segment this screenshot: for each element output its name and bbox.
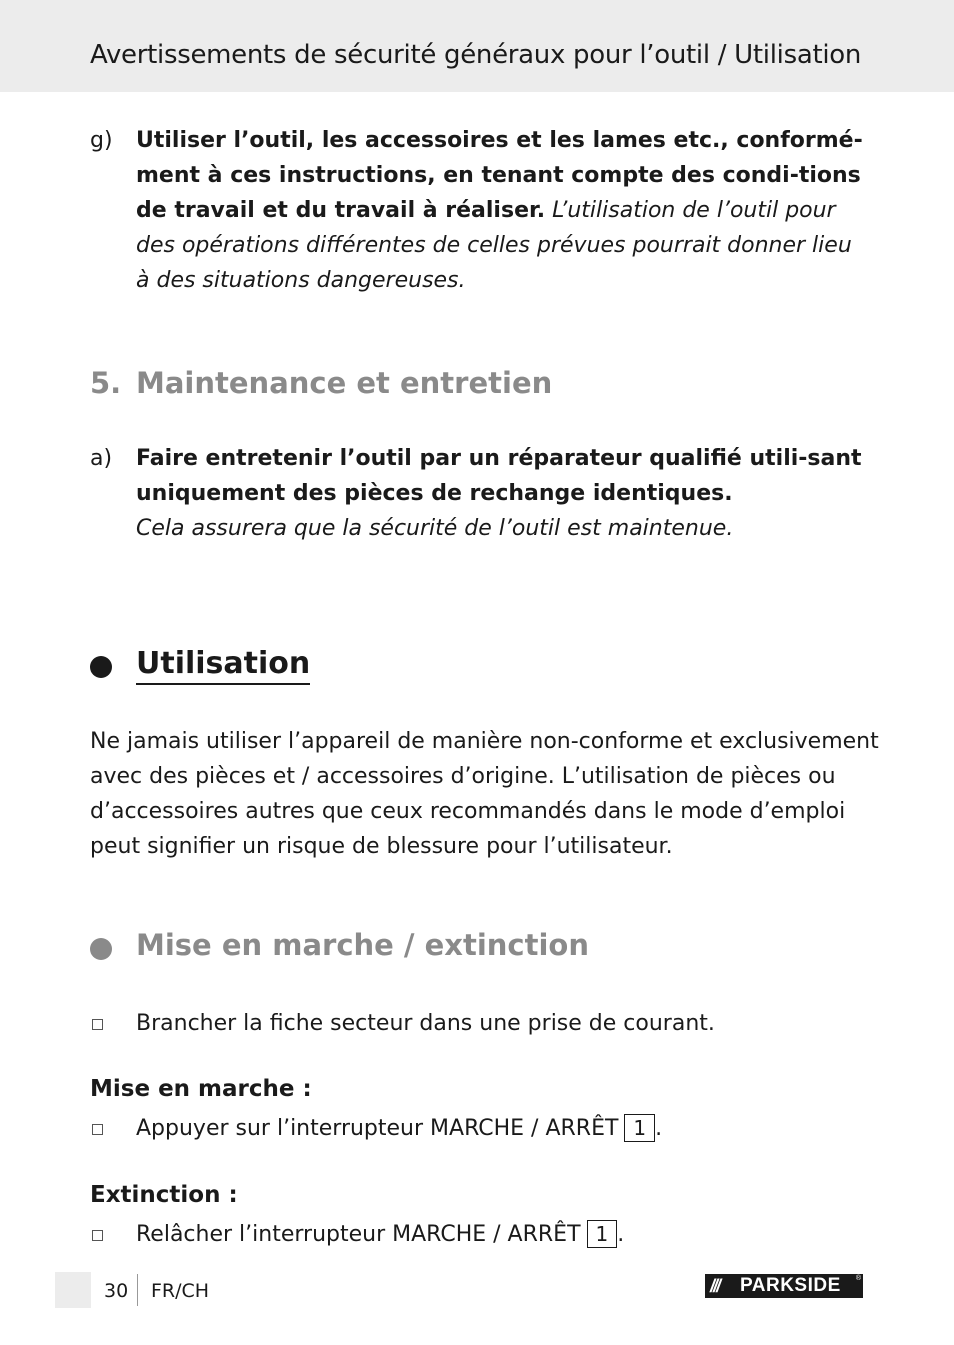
item-italic-text: L’utilisation de l’outil pour des opérations différentes de celles prévues pourrait donner lieu à des situations dangereuses.	[136, 198, 852, 293]
item-body	[136, 441, 870, 546]
section-heading-utilisation	[90, 646, 310, 685]
section-number: 5.	[90, 366, 122, 400]
item-italic-text: Cela assurera que la sécurité de l’outil est maintenue.	[136, 516, 734, 541]
step-switch-on	[90, 1111, 890, 1146]
step-text: Brancher la fiche secteur dans une prise de courant.	[136, 1011, 715, 1036]
bullet-dot-icon	[90, 938, 112, 960]
registered-mark: ®	[855, 1275, 861, 1282]
logo-brand-text: PARKSIDE	[740, 1275, 841, 1296]
step-end: .	[617, 1222, 625, 1247]
item-body	[136, 123, 870, 298]
list-item-a	[90, 441, 870, 546]
footer-divider	[137, 1274, 138, 1306]
step-switch-off	[90, 1217, 890, 1252]
parkside-logo	[705, 1274, 863, 1298]
step-body	[136, 1217, 624, 1252]
section-heading-maintenance	[90, 366, 552, 400]
checkbox-square-icon	[92, 1230, 103, 1241]
utilisation-paragraph: Ne jamais utiliser l’appareil de manière non-conforme et exclusivement avec des pièces et / accessoires d’origine. L’utilisation de pièces ou d’accessoires autres que ceux recommandés dans le mode d’emploi peut signifier un risque de blessure pour l’utilisateur.	[90, 729, 879, 859]
label-extinction: Extinction :	[90, 1182, 238, 1208]
page-number: 30	[104, 1280, 129, 1302]
heading-text: Mise en marche / extinction	[136, 928, 589, 962]
step-body	[136, 1111, 662, 1146]
list-item-g	[90, 123, 870, 298]
section-title: Maintenance et entretien	[136, 366, 553, 400]
step-end: .	[655, 1116, 663, 1141]
section-heading-mise-en-marche-extinction	[90, 928, 589, 962]
heading-text: Utilisation	[136, 646, 310, 685]
label-mise-en-marche: Mise en marche :	[90, 1076, 312, 1102]
item-bold-text: Utiliser l’outil, les accessoires et les lames etc., conformé-ment à ces instructions, en tenant compte des condi-tions de travail et du travail à réaliser.	[136, 128, 863, 223]
reference-number-box: 1	[587, 1220, 618, 1248]
reference-number-box: 1	[624, 1114, 655, 1142]
logo-slashes-icon: ///	[710, 1275, 720, 1296]
checkbox-square-icon	[92, 1019, 103, 1030]
footer-tab-marker	[55, 1272, 91, 1308]
checkbox-square-icon	[92, 1124, 103, 1135]
item-marker: a)	[90, 446, 113, 471]
step-text: Appuyer sur l’interrupteur MARCHE / ARRÊT	[136, 1116, 619, 1141]
language-code: FR/CH	[151, 1280, 210, 1302]
item-bold-text: Faire entretenir l’outil par un réparateur qualifié utili-sant uniquement des pièces de rechange identiques.	[136, 446, 862, 506]
step-plug-in	[90, 1006, 890, 1041]
item-marker: g)	[90, 128, 113, 153]
bullet-dot-icon	[90, 656, 112, 678]
page-title: Avertissements de sécurité généraux pour l’outil / Utilisation	[90, 40, 862, 70]
step-text: Relâcher l’interrupteur MARCHE / ARRÊT	[136, 1222, 581, 1247]
